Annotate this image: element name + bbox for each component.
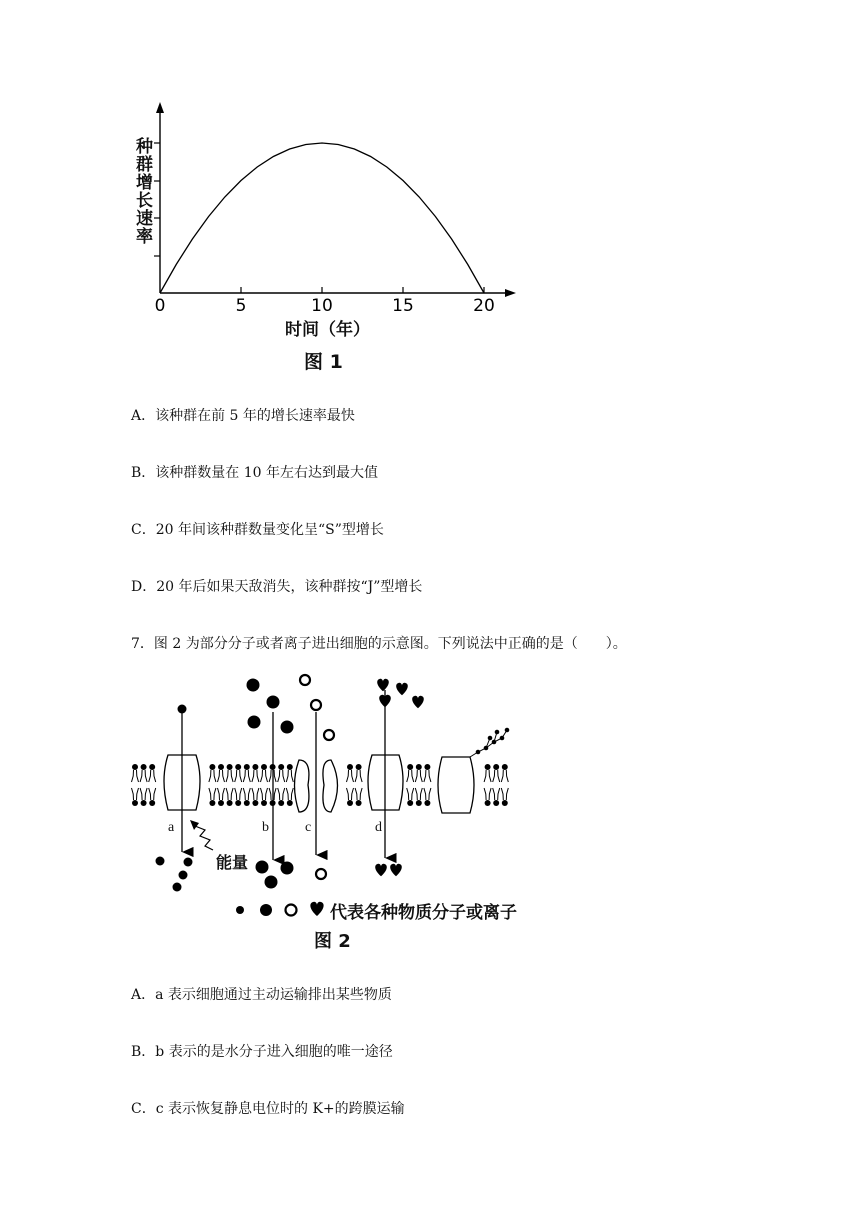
channel-protein-left — [295, 760, 309, 812]
ring — [300, 675, 310, 685]
large-dot — [247, 679, 260, 692]
q6-option-d: D．20 年后如果天敌消失，该种群按“J”型增长 — [131, 579, 423, 595]
x-axis-arrow — [505, 289, 516, 297]
channel-protein-right — [323, 760, 338, 812]
q7-stem: 7．图 2 为部分分子或者离子进出细胞的示意图。下列说法中正确的是（ ）。 — [131, 636, 627, 652]
heart-molecule — [396, 683, 408, 695]
legend-small-dot — [236, 906, 244, 914]
large-dot — [281, 721, 294, 734]
legend-text: 代表各种物质分子或离子 — [330, 903, 517, 923]
q6-option-c: C．20 年间该种群数量变化呈“S”型增长 — [131, 522, 384, 538]
small-dot — [173, 883, 182, 892]
x-tick-label: 0 — [154, 296, 166, 316]
large-dot — [248, 716, 261, 729]
small-dot — [184, 858, 193, 867]
heart-molecule — [412, 696, 424, 708]
energy-arrow — [195, 826, 213, 850]
energy-label: 能量 — [216, 853, 249, 872]
ring — [316, 869, 326, 879]
q7-option-a: A．a 表示细胞通过主动运输排出某些物质 — [131, 987, 392, 1003]
figure2-caption: 图 2 — [314, 931, 351, 952]
y-axis-arrow — [156, 102, 164, 113]
label-b: b — [262, 820, 269, 835]
q6-option-a: A．该种群在前 5 年的增长速率最快 — [131, 408, 355, 424]
figure1 — [0, 0, 865, 380]
x-tick-label: 15 — [392, 296, 414, 316]
figure1-chart — [0, 0, 865, 380]
ring — [324, 730, 334, 740]
small-dot — [178, 705, 187, 714]
large-dot — [267, 696, 280, 709]
small-dot — [156, 857, 165, 866]
figure1-ylabel: 种群增长速率 — [132, 137, 152, 245]
legend-large-dot — [260, 904, 272, 916]
growth-rate-curve — [160, 143, 484, 293]
x-tick-label: 5 — [235, 296, 247, 316]
figure2 — [0, 660, 865, 960]
heart-molecule — [375, 864, 387, 876]
x-tick-label: 10 — [311, 296, 333, 316]
legend-heart — [310, 902, 323, 916]
legend-ring — [286, 905, 297, 916]
q6-option-b: B．该种群数量在 10 年左右达到最大值 — [131, 465, 379, 481]
ring — [311, 700, 321, 710]
small-dot — [179, 871, 188, 880]
q7-option-c: C．c 表示恢复静息电位时的 K+的跨膜运输 — [131, 1101, 405, 1117]
glycoprotein — [438, 757, 474, 813]
heart-molecule — [377, 679, 389, 691]
q7-option-b: B．b 表示的是水分子进入细胞的唯一途径 — [131, 1044, 393, 1060]
figure1-xlabel: 时间（年） — [285, 320, 370, 340]
label-c: c — [305, 820, 312, 835]
x-tick-label: 20 — [473, 296, 495, 316]
label-a: a — [168, 820, 175, 835]
figure1-caption: 图 1 — [304, 351, 343, 373]
large-dot — [281, 862, 294, 875]
heart-molecule — [390, 864, 402, 876]
large-dot — [256, 861, 269, 874]
large-dot — [265, 876, 278, 889]
label-d: d — [375, 820, 382, 835]
